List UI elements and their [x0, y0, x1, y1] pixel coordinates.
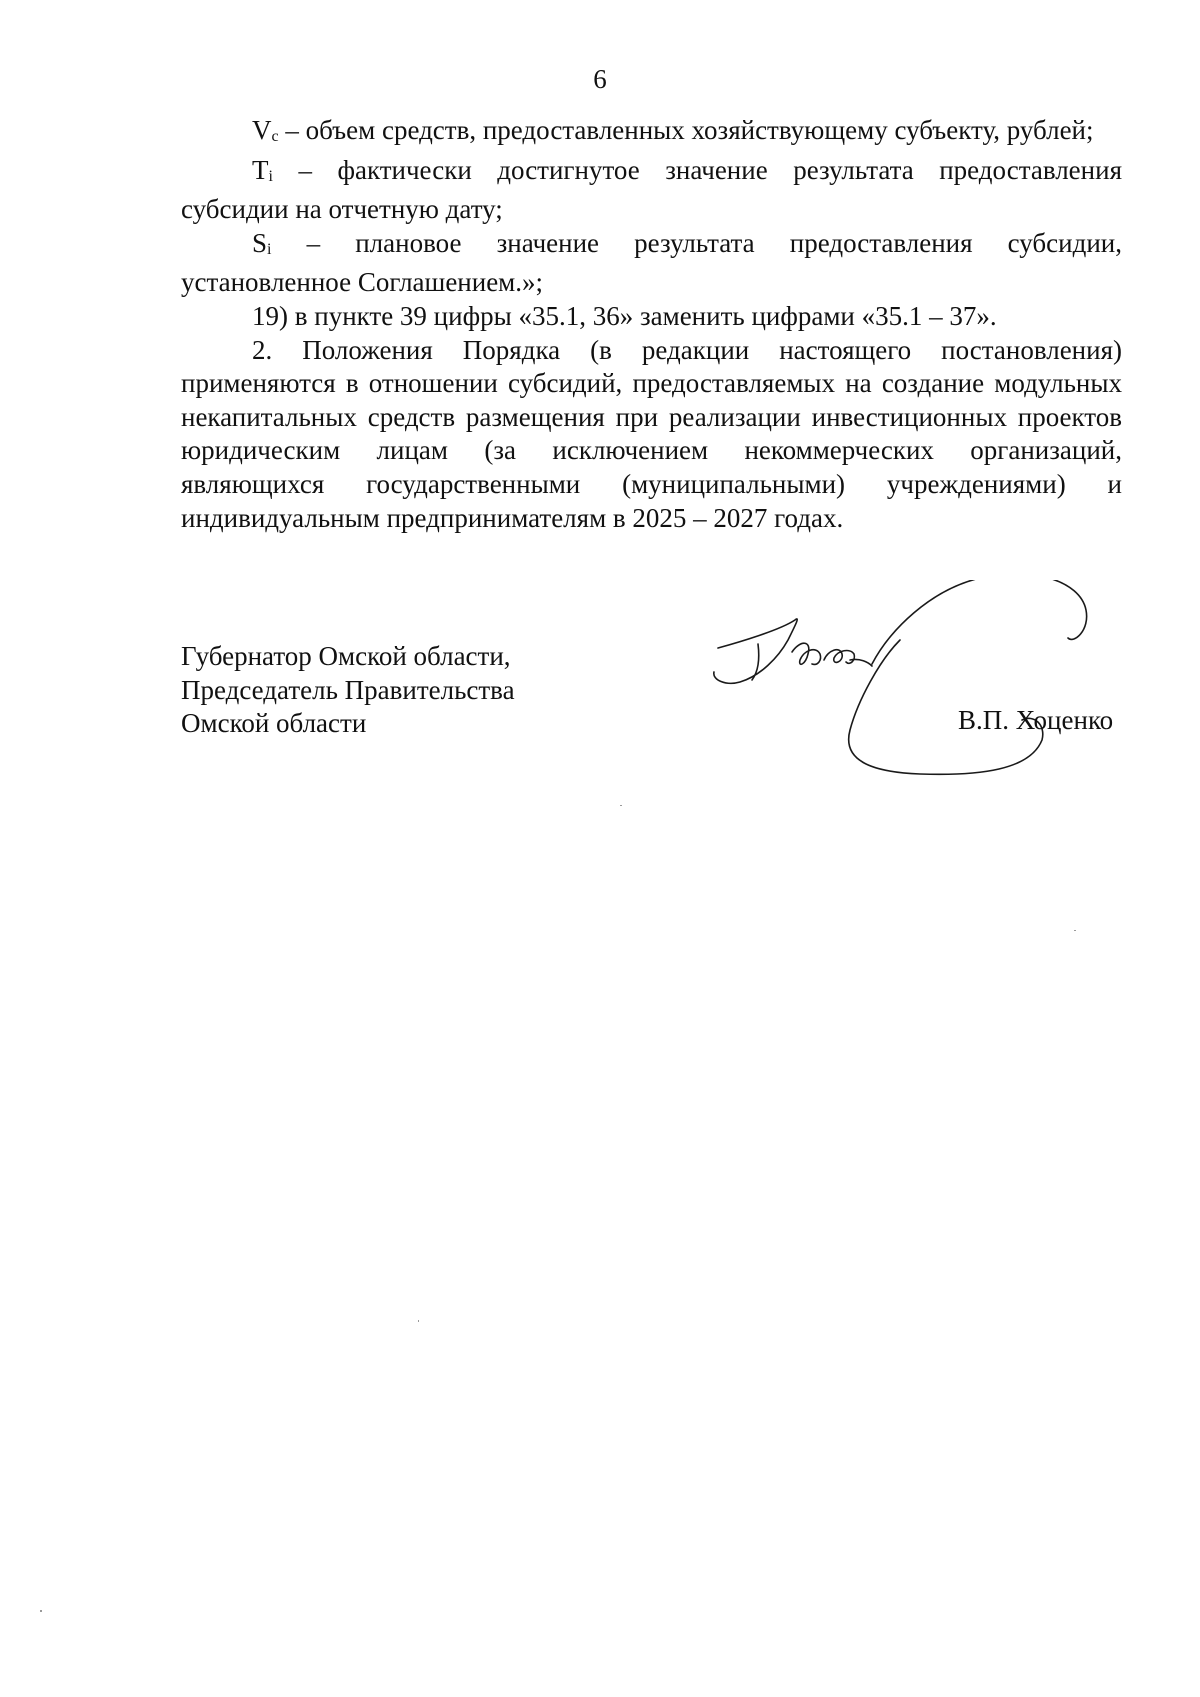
formula-subscript-i: i	[267, 240, 272, 258]
formula-symbol-s: S	[252, 227, 268, 258]
paragraph-item-2: 2. Положения Порядка (в редакции настоящего постановления) применяются в отношении субсидий, предоставляемых на создание модульных некапитальных средств размещения при реализации инвестиционных проектов юридическим лицам (за исключением некоммерческих организаций, являющихся государственными (муниципальными) учреждениями) и индивидуальным предпринимателям в 2025 – 2027 годах.	[181, 334, 1122, 533]
paragraph-text: – плановое значение результата предоставления субсидии, установленное Соглашением.»;	[181, 227, 1122, 298]
scan-speck	[40, 1610, 42, 1612]
paragraph-text: – объем средств, предоставленных хозяйствующему субъекту, рублей;	[278, 115, 1094, 145]
paragraph-si-definition	[181, 227, 1122, 300]
signatory-title-line: Омской области	[181, 708, 367, 739]
paragraph-item-19: 19) в пункте 39 цифры «35.1, 36» заменить цифрами «35.1 – 37».	[252, 300, 997, 331]
paragraph-vc-definition	[181, 114, 1122, 154]
scan-speck	[418, 1320, 419, 1322]
formula-subscript-i: i	[268, 167, 273, 185]
formula-subscript-c: с	[271, 128, 279, 145]
scan-speck	[1074, 930, 1076, 931]
signatory-title-line: Губернатор Омской области,	[181, 641, 511, 671]
handwritten-signature	[700, 580, 1140, 790]
page-number: 6	[593, 64, 607, 94]
signatory-title-line: Председатель Правительства	[181, 674, 515, 705]
formula-symbol-v: V	[252, 115, 272, 145]
signatory-title-block	[181, 640, 515, 741]
formula-symbol-t: T	[252, 154, 269, 185]
scan-speck	[620, 805, 622, 806]
document-body	[181, 114, 1122, 535]
paragraph-text: – фактически достигнутое значение результата предоставления субсидии на отчетную дату;	[181, 154, 1122, 225]
paragraph-ti-definition	[181, 154, 1122, 227]
signer-name: В.П. Хоценко	[958, 705, 1114, 735]
